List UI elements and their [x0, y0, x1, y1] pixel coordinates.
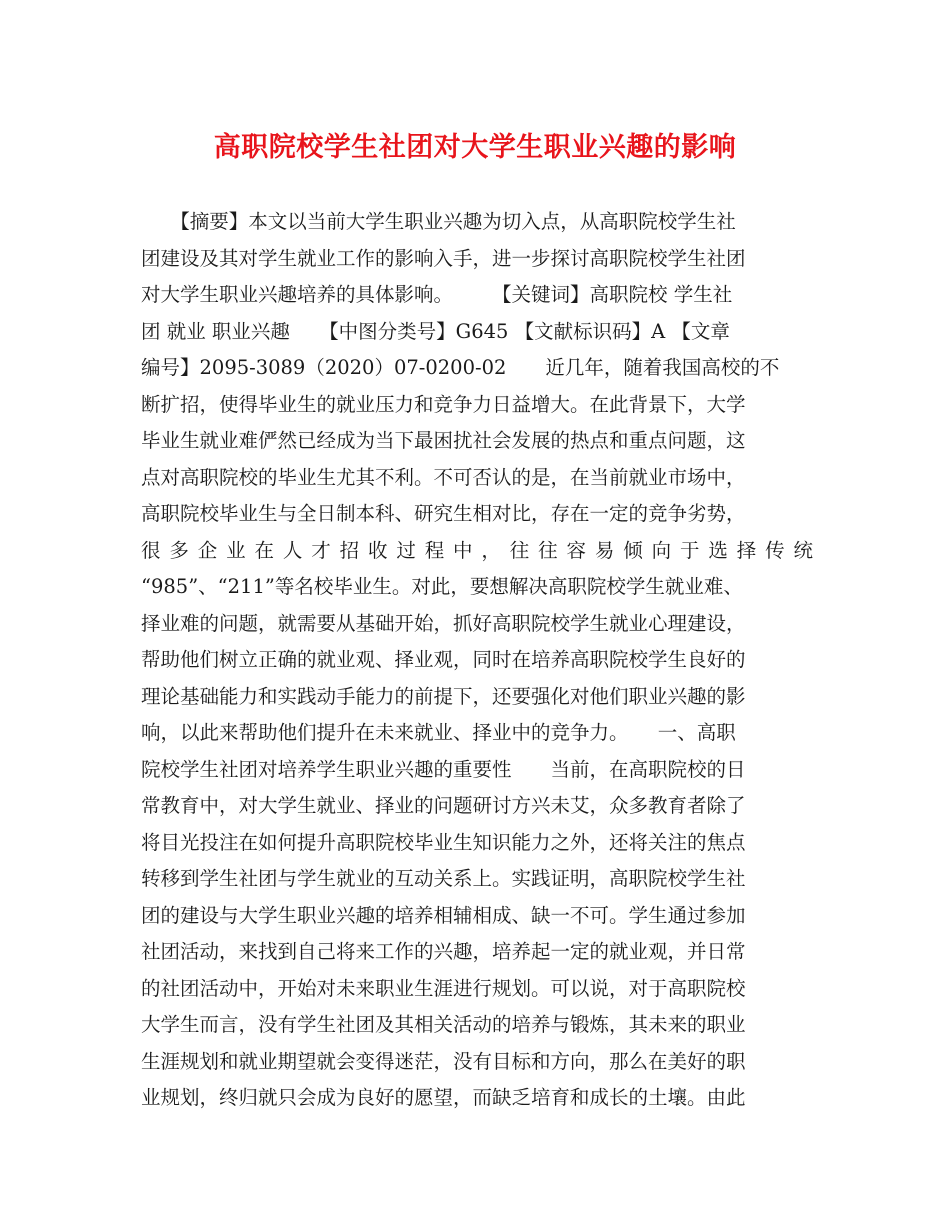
body-line: 【摘要】本文以当前大学生职业兴趣为切入点，从高职院校学生社 [141, 210, 736, 233]
body-line: 转移到学生社团与学生就业的互动关系上。实践证明，高职院校学生社 [141, 867, 746, 890]
body-line: 理论基础能力和实践动手能力的前提下，还要强化对他们职业兴趣的影 [141, 684, 746, 708]
body-line: 毕业生就业难俨然已经成为当下最困扰社会发展的热点和重点问题，这 [141, 429, 746, 452]
body-line: 大学生而言，没有学生社团及其相关活动的培养与锻炼，其未来的职业 [141, 1013, 746, 1036]
article-body [141, 204, 813, 1117]
body-line: 将目光投注在如何提升高职院校毕业生知识能力之外，还将关注的焦点 [141, 830, 746, 854]
body-line: 择业难的问题，就需要从基础开始，抓好高职院校学生就业心理建设， [141, 611, 746, 635]
body-line: 的社团活动中，开始对未来职业生涯进行规划。可以说，对于高职院校 [141, 976, 746, 1000]
body-line: 断扩招，使得毕业生的就业压力和竞争力日益增大。在此背景下，大学 [141, 392, 746, 416]
body-line: 点对高职院校的毕业生尤其不利。不可否认的是，在当前就业市场中， [141, 465, 746, 489]
body-line: 团 就业 职业兴趣 【中图分类号】G645 【文献标识码】A 【文章 [141, 319, 730, 343]
body-line: 院校学生社团对培养学生职业兴趣的重要性 当前，在高职院校的日 [141, 757, 746, 781]
body-line: 响，以此来帮助他们提升在未来就业、择业中的竞争力。 一、高职 [141, 721, 736, 744]
body-line: 社团活动，来找到自己将来工作的兴趣，培养起一定的就业观，并日常 [141, 940, 746, 963]
body-line: 高职院校毕业生与全日制本科、研究生相对比，存在一定的竞争劣势， [141, 502, 746, 525]
body-line: 团的建设与大学生职业兴趣的培养相辅相成、缺一不可。学生通过参加 [141, 903, 746, 927]
body-line: 很多企业在人才招收过程中，往往容易倾向于选择传统 [141, 538, 813, 562]
body-line: 团建设及其对学生就业工作的影响入手，进一步探讨高职院校学生社团 [141, 246, 746, 270]
body-line: “985”、“211”等名校毕业生。对此，要想解决高职院校学生就业难、 [141, 575, 743, 598]
body-line: 编号】2095-3089（2020）07-0200-02 近几年，随着我国高校的不 [141, 356, 780, 379]
body-line: 对大学生职业兴趣培养的具体影响。 【关键词】高职院校 学生社 [141, 283, 733, 306]
body-line: 生涯规划和就业期望就会变得迷茫，没有目标和方向，那么在美好的职 [141, 1049, 746, 1073]
body-line: 业规划，终归就只会成为良好的愿望，而缺乏培育和成长的土壤。由此 [141, 1086, 746, 1109]
body-line: 常教育中，对大学生就业、择业的问题研讨方兴未艾，众多教育者除了 [141, 794, 746, 817]
page-title: 高职院校学生社团对大学生职业兴趣的影响 [213, 132, 737, 163]
body-line: 帮助他们树立正确的就业观、择业观，同时在培养高职院校学生良好的 [141, 648, 746, 671]
